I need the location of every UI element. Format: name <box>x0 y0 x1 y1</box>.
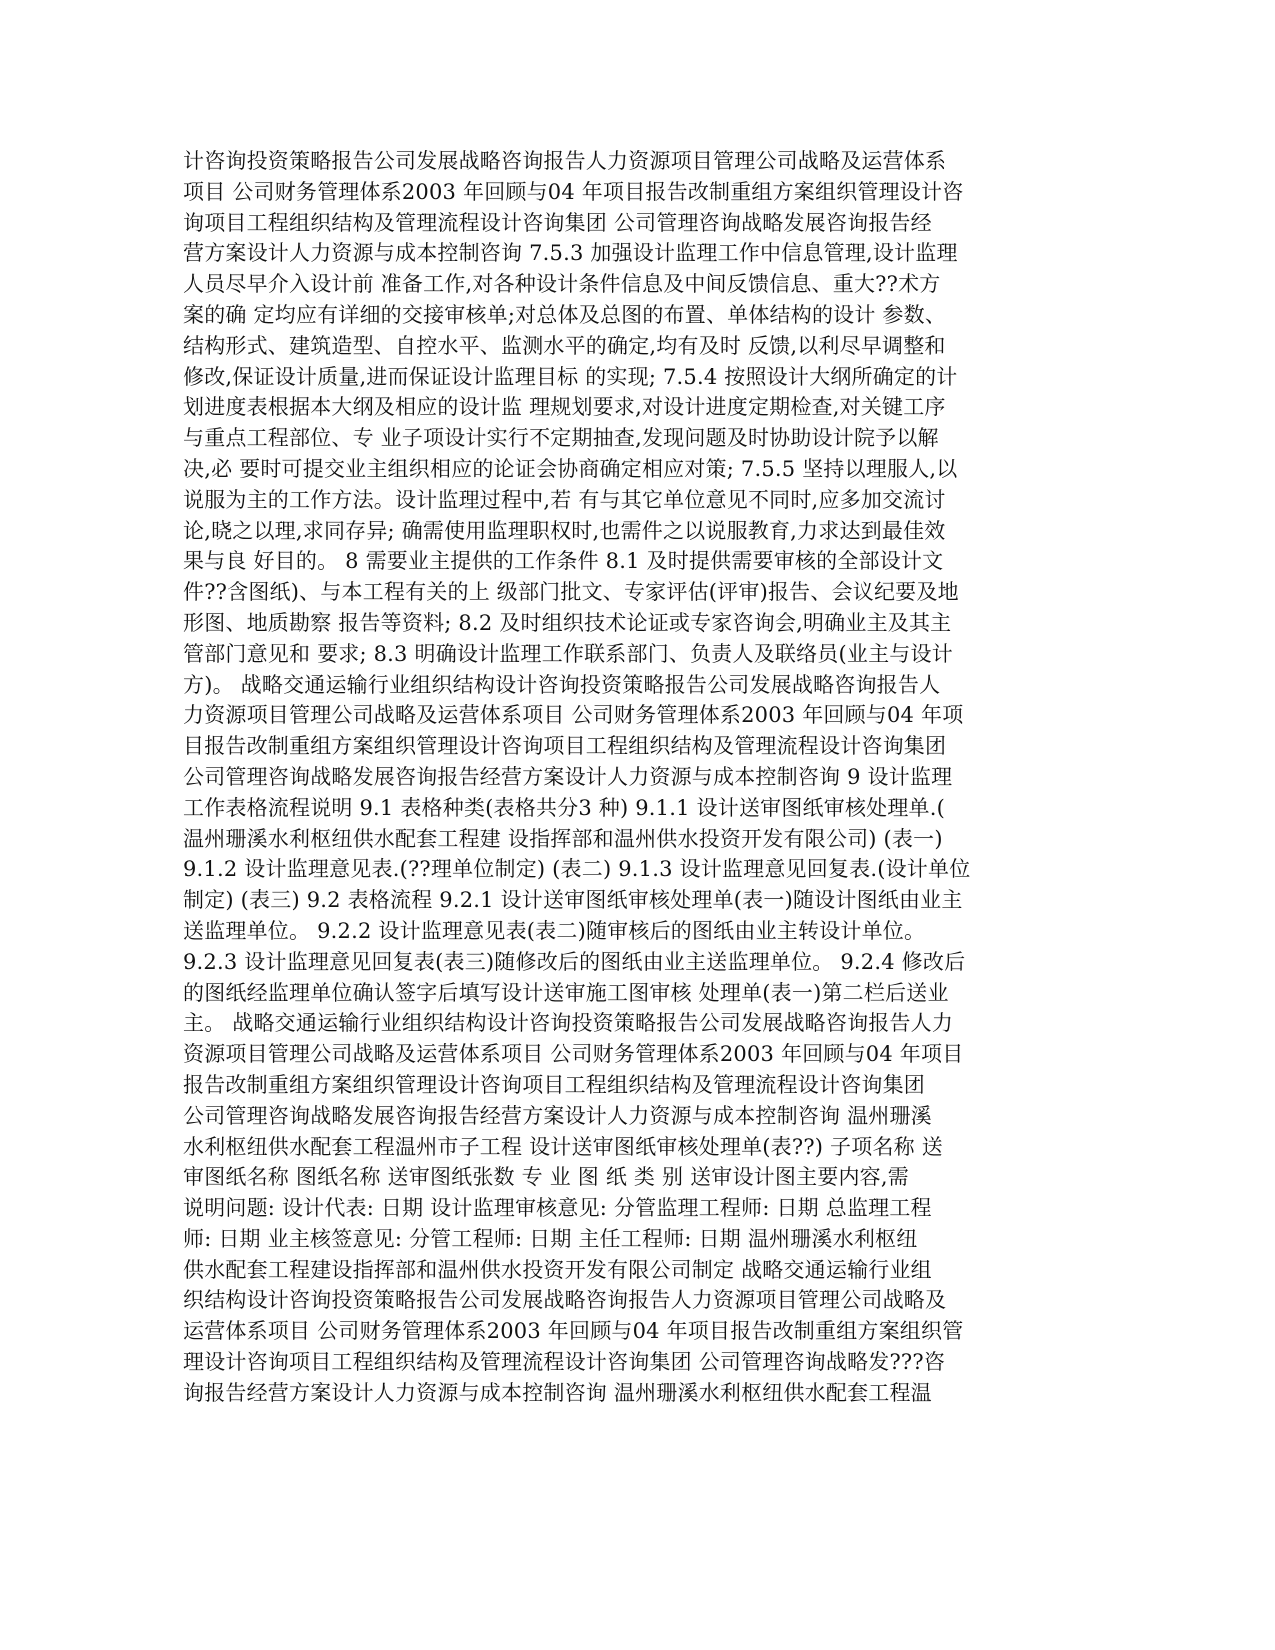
text-line: 人员尽早介入设计前 准备工作,对各种设计条件信息及中间反馈信息、重大??术方 <box>183 272 941 297</box>
text-line: 温州珊溪水利枢纽供水配套工程建 设指挥部和温州供水投资开发有限公司) (表一) <box>183 826 943 851</box>
text-line: 报告改制重组方案组织管理设计咨询项目工程组织结构及管理流程设计咨询集团 <box>183 1072 925 1097</box>
text-line: 的图纸经监理单位确认签字后填写设计送审施工图审核 处理单(表一)第二栏后送业 <box>183 980 949 1005</box>
text-line: 询项目工程组织结构及管理流程设计咨询集团 公司管理咨询战略发展咨询报告经 <box>183 210 932 235</box>
text-line: 说明问题: 设计代表: 日期 设计监理审核意见: 分管监理工程师: 日期 总监理工程 <box>183 1196 932 1221</box>
text-line: 供水配套工程建设指挥部和温州供水投资开发有限公司制定 战略交通运输行业组 <box>183 1257 932 1282</box>
text-line: 询报告经营方案设计人力资源与成本控制咨询 温州珊溪水利枢纽供水配套工程温 <box>183 1380 932 1405</box>
text-line: 说服为主的工作方法。设计监理过程中,若 有与其它单位意见不同时,应多加交流讨 <box>183 487 946 512</box>
text-line: 主。 战略交通运输行业组织结构设计咨询投资策略报告公司发展战略咨询报告人力 <box>183 1011 954 1036</box>
text-line: 案的确 定均应有详细的交接审核单;对总体及总图的布置、单体结构的设计 参数、 <box>183 302 947 327</box>
text-line: 师: 日期 业主核签意见: 分管工程师: 日期 主任工程师: 日期 温州珊溪水利枢纽 <box>183 1226 918 1251</box>
text-line: 工作表格流程说明 9.1 表格种类(表格共分3 种) 9.1.1 设计送审图纸审核处理单.( <box>183 795 946 820</box>
text-line: 目报告改制重组方案组织管理设计咨询项目工程组织结构及管理流程设计咨询集团 <box>183 734 947 759</box>
text-line: 力资源项目管理公司战略及运营体系项目 公司财务管理体系2003 年回顾与04 年项 <box>183 703 964 728</box>
text-line: 9.2.3 设计监理意见回复表(表三)随修改后的图纸由业主送监理单位。 9.2.4 修改后 <box>183 949 966 974</box>
text-line: 送监理单位。 9.2.2 设计监理意见表(表二)随审核后的图纸由业主转设计单位。 <box>183 918 926 943</box>
text-line: 结构形式、建筑造型、自控水平、监测水平的确定,均有及时 反馈,以利尽早调整和 <box>183 333 946 358</box>
text-line: 理设计咨询项目工程组织结构及管理流程设计咨询集团 公司管理咨询战略发???咨 <box>183 1350 946 1375</box>
text-line: 制定) (表三) 9.2 表格流程 9.2.1 设计送审图纸审核处理单(表一)随设计图纸由业主 <box>183 888 963 913</box>
text-line: 9.1.2 设计监理意见表.(??理单位制定) (表二) 9.1.3 设计监理意见回复表.(设计单位 <box>183 857 971 882</box>
text-line: 论,晓之以理,求同存异; 确需使用监理职权时,也需件之以说服教育,力求达到最佳效 <box>183 518 946 543</box>
text-line: 运营体系项目 公司财务管理体系2003 年回顾与04 年项目报告改制重组方案组织管 <box>183 1319 964 1344</box>
text-line: 公司管理咨询战略发展咨询报告经营方案设计人力资源与成本控制咨询 温州珊溪 <box>183 1103 932 1128</box>
text-line: 计咨询投资策略报告公司发展战略咨询报告人力资源项目管理公司战略及运营体系 <box>183 149 947 173</box>
text-line: 修改,保证设计质量,进而保证设计监理目标 的实现; 7.5.4 按照设计大纲所确定的计 <box>183 364 958 389</box>
text-line: 资源项目管理公司战略及运营体系项目 公司财务管理体系2003 年回顾与04 年项目 <box>183 1042 964 1067</box>
text-line: 管部门意见和 要求; 8.3 明确设计监理工作联系部门、负责人及联络员(业主与设计 <box>183 641 953 666</box>
body-text <box>183 146 1073 1409</box>
text-line: 水利枢纽供水配套工程温州市子工程 设计送审图纸审核处理单(表??) 子项名称 送 <box>183 1134 943 1159</box>
text-line: 与重点工程部位、专 业子项设计实行不定期抽查,发现问题及时协助设计院予以解 <box>183 426 939 451</box>
text-line: 果与良 好目的。 8 需要业主提供的工作条件 8.1 及时提供需要审核的全部设计文 <box>183 549 944 574</box>
text-line: 决,必 要时可提交业主组织相应的论证会协商确定相应对策; 7.5.5 坚持以理服人,以 <box>183 456 958 481</box>
text-line: 划进度表根据本大纲及相应的设计监 理规划要求,对设计进度定期检查,对关键工序 <box>183 395 946 420</box>
text-line: 件??含图纸)、与本工程有关的上 级部门批文、专家评估(评审)报告、会议纪要及地 <box>183 580 959 605</box>
text-line: 项目 公司财务管理体系2003 年回顾与04 年项目报告改制重组方案组织管理设计咨 <box>183 179 964 204</box>
text-line: 方)。 战略交通运输行业组织结构设计咨询投资策略报告公司发展战略咨询报告人 <box>183 672 941 697</box>
text-line: 公司管理咨询战略发展咨询报告经营方案设计人力资源与成本控制咨询 9 设计监理 <box>183 764 953 789</box>
text-line: 营方案设计人力资源与成本控制咨询 7.5.3 加强设计监理工作中信息管理,设计监理 <box>183 241 958 266</box>
text-line: 织结构设计咨询投资策略报告公司发展战略咨询报告人力资源项目管理公司战略及 <box>183 1288 947 1313</box>
text-line: 形图、地质勘察 报告等资料; 8.2 及时组织技术论证或专家咨询会,明确业主及其主 <box>183 610 952 635</box>
text-line: 审图纸名称 图纸名称 送审图纸张数 专 业 图 纸 类 别 送审设计图主要内容,需 <box>183 1165 909 1190</box>
